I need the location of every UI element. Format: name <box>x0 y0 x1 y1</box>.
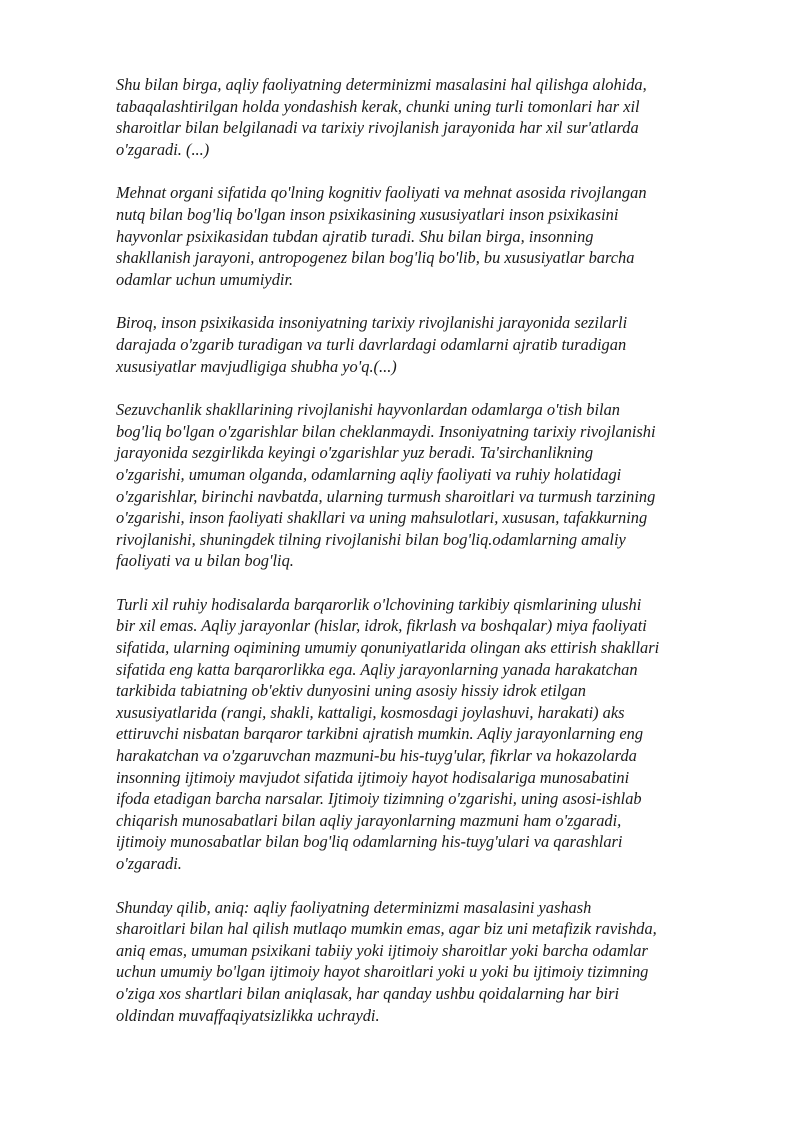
paragraph-2: Mehnat organi sifatida qo'lning kognitiv faoliyati va mehnat asosida rivojlangan nutq bilan bog'liq bo'lgan inson psixikasining xususiyatlari inson psixikasini hayvonlar psixikasidan tubdan ajratib turadi. Shu bilan birga, insonning shakllanish jarayoni, antropogenez bilan bog'liq bo'lib, bu xususiyatlar barcha odamlar uchun umumiydir. <box>116 183 647 289</box>
paragraph-4: Sezuvchanlik shakllarining rivojlanishi hayvonlardan odamlarga o'tish bilan bog'liq bo'lgan o'zgarishlar bilan cheklanmaydi. Insoniyatning tarixiy rivojlanishi jarayonida sezgirlikda keyingi o'zgarishlar yuz beradi. Ta'sirchanlikning o'zgarishi, umuman olganda, odamlarning aqliy faoliyati va ruhiy holatidagi o'zgarishlar, birinchi navbatda, ularning turmush sharoitlari va turmush tarzining o'zgarishi, inson faoliyati shakllari va uning mahsulotlari, xususan, tafakkurning rivojlanishi, shuningdek tilning rivojlanishi bilan bog'liq.odamlarning amaliy faoliyati va u bilan bog'liq. <box>116 400 656 571</box>
paragraph-5: Turli xil ruhiy hodisalarda barqarorlik o'lchovining tarkibiy qismlarining ulushi bir xil emas. Aqliy jarayonlar (hislar, idrok, fikrlash va boshqalar) miya faoliyati sifatida, ularning oqimining umumiy qonuniyatlarida olingan aks ettirish shakllari sifatida eng katta barqarorlikka ega. Aqliy jarayonlarning yanada harakatchan tarkibida tabiatning ob'ektiv dunyosini uning asosiy hissiy idrok etilgan xususiyatlarida (rangi, shakli, kattaligi, kosmosdagi joylashuvi, harakati) aks ettiruvchi nisbatan barqaror tarkibni ajratish mumkin. Aqliy jarayonlarning eng harakatchan va o'zgaruvchan mazmuni-bu his-tuyg'ular, fikrlar va hokazolarda insonning ijtimoiy mavjudot sifatida ijtimoiy hayot hodisalariga munosabatini ifoda etadigan barcha narsalar. Ijtimoiy tizimning o'zgarishi, uning asosi-ishlab chiqarish munosabatlari bilan aqliy jarayonlarning mazmuni ham o'zgaradi, ijtimoiy munosabatlar bilan bog'liq odamlarning his-tuyg'ulari va qarashlari o'zgaradi. <box>116 594 660 873</box>
paragraph-1: Shu bilan birga, aqliy faoliyatning determinizmi masalasini hal qilishga alohida, tabaqalashtirilgan holda yondashish kerak, chunki uning turli tomonlari har xil sharoitlar bilan belgilanadi va tarixiy rivojlanish jarayonida har xil sur'atlarda o'zgaradi. (...) <box>116 75 647 159</box>
paragraph-3: Biroq, inson psixikasida insoniyatning tarixiy rivojlanishi jarayonida sezilarli darajada o'zgarib turadigan va turli davrlardagi odamlarni ajratib turadigan xususiyatlar mavjudligiga shubha yo'q.(...) <box>116 313 628 376</box>
paragraph-6: Shunday qilib, aniq: aqliy faoliyatning determinizmi masalasini yashash sharoitlari bilan hal qilish mutlaqo mumkin emas, agar biz uni metafizik ravishda, aniq emas, umuman psixikani tabiiy yoki ijtimoiy sharoitlar yoki barcha odamlar uchun umumiy bo'lgan ijtimoiy hayot sharoitlari yoki u yoki bu ijtimoiy tizimning o'ziga xos shartlari bilan aniqlasak, har qanday ushbu qoidalarning har biri oldindan muvaffaqiyatsizlikka uchraydi. <box>116 897 657 1025</box>
